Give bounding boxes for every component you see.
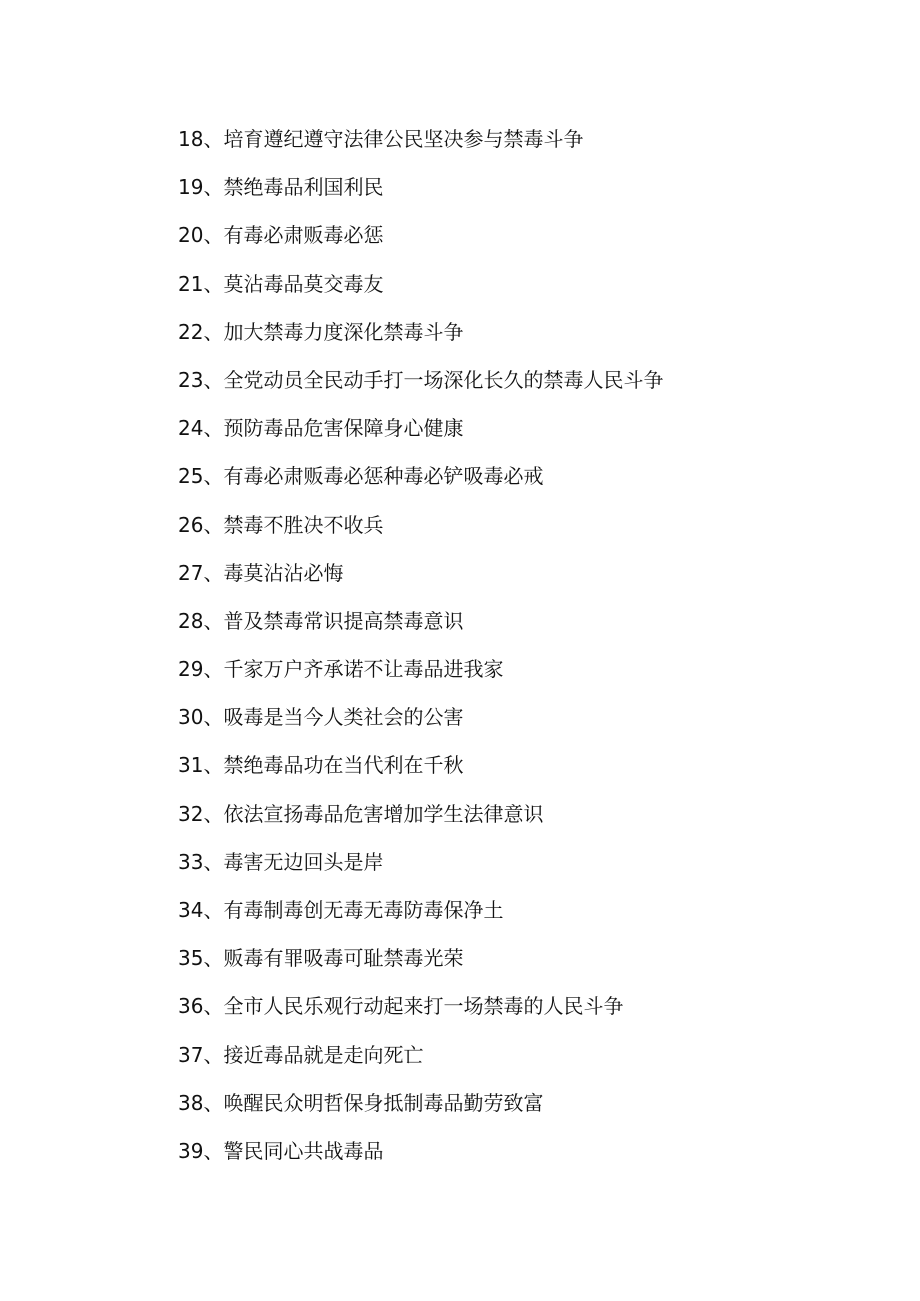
list-item: 21、莫沾毒品莫交毒友 [178,271,384,296]
list-item: 31、禁绝毒品功在当代利在千秋 [178,753,464,778]
list-item: 18、培育遵纪遵守法律公民坚决参与禁毒斗争 [178,127,584,151]
list-item: 30、吸毒是当今人类社会的公害 [178,705,464,730]
list-item: 23、全党动员全民动手打一场深化长久的禁毒人民斗争 [178,367,664,392]
list-item: 38、唤醒民众明哲保身抵制毒品勤劳致富 [178,1090,544,1115]
list-item: 32、依法宣扬毒品危害增加学生法律意识 [178,801,544,826]
list-item: 29、千家万户齐承诺不让毒品进我家 [178,657,504,682]
list-item: 27、毒莫沾沾必悔 [178,560,344,585]
list-item: 20、有毒必肃贩毒必惩 [178,223,384,248]
list-item: 19、禁绝毒品利国利民 [178,175,384,200]
slogan-list [178,115,663,1175]
list-item: 36、全市人民乐观行动起来打一场禁毒的人民斗争 [178,994,624,1019]
list-item: 24、预防毒品危害保障身心健康 [178,416,464,441]
list-item: 37、接近毒品就是走向死亡 [178,1042,424,1067]
list-item: 39、警民同心共战毒品 [178,1138,384,1163]
list-item: 33、毒害无边回头是岸 [178,849,384,874]
list-item: 25、有毒必肃贩毒必惩种毒必铲吸毒必戒 [178,464,544,489]
list-item: 35、贩毒有罪吸毒可耻禁毒光荣 [178,946,464,971]
list-item: 26、禁毒不胜决不收兵 [178,512,384,537]
list-item: 28、普及禁毒常识提高禁毒意识 [178,608,464,633]
list-item: 34、有毒制毒创无毒无毒防毒保净土 [178,898,504,922]
list-item: 22、加大禁毒力度深化禁毒斗争 [178,319,464,344]
